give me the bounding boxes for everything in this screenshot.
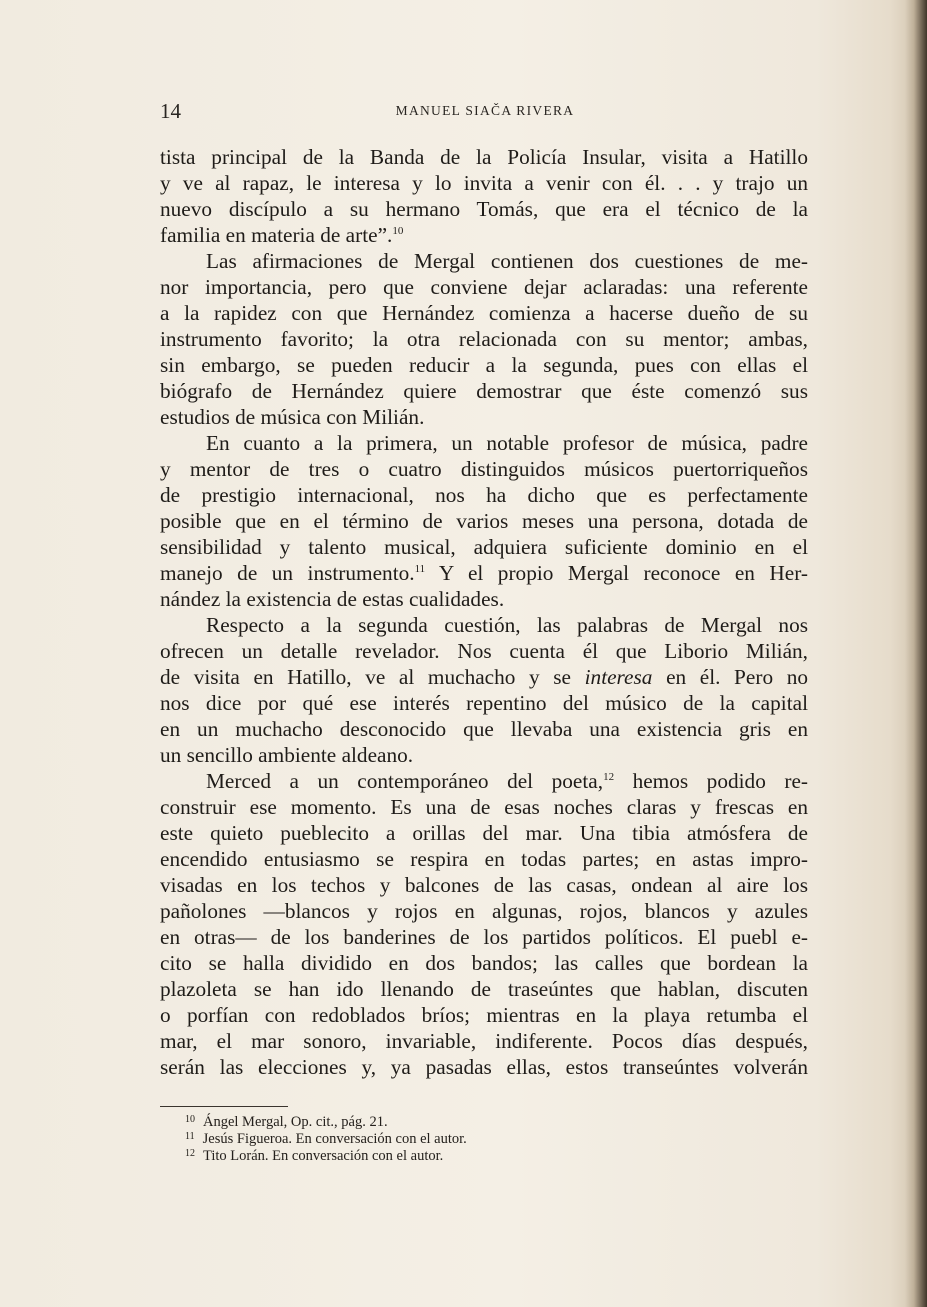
text-line: mar, el mar sonoro, invariable, indiferente. Pocos días después, [160,1029,808,1053]
text-line: un sencillo ambiente aldeano. [160,743,414,767]
footnote-number: 12 [185,1148,195,1159]
footnote-number: 10 [185,1114,195,1125]
text-line: o porfían con redoblados bríos; mientras en la playa retumba el [160,1003,808,1027]
footnote-text: Tito Lorán. En conversación con el autor. [203,1148,444,1164]
text-line: Merced a un contemporáneo del poeta,$^{12}$ hemos podido re- [206,769,808,793]
footnotes [185,1111,685,1162]
text-line: serán las elecciones y, ya pasadas ellas, estos transeúntes volverán [160,1055,808,1079]
text-line: visadas en los techos y balcones de las casas, ondean al aire los [160,873,808,897]
page-header [160,99,810,123]
text-line: instrumento favorito; la otra relacionada con su mentor; ambas, [160,327,808,351]
footnote-text: Jesús Figueroa. En conversación con el autor. [202,1131,467,1147]
text-line: sin embargo, se pueden reducir a la segunda, pues con ellas el [160,353,808,377]
text-line: y ve al rapaz, le interesa y lo invita a venir con él. . . y trajo un [160,171,808,195]
text-line: de prestigio internacional, nos ha dicho que es perfectamente [160,483,808,507]
footnote [185,1111,685,1128]
text-line: en otras— de los banderines de los partidos políticos. El puebl e- [160,925,808,949]
text-line: Las afirmaciones de Mergal contienen dos cuestiones de me- [206,249,808,273]
text-line: estudios de música con Milián. [160,405,425,429]
text-line: plazoleta se han ido llenando de traseúntes que hablan, discuten [160,977,808,1001]
text-line: ofrecen un detalle revelador. Nos cuenta él que Liborio Milián, [160,639,808,663]
footnote [185,1145,685,1162]
emphasis: interesa [584,665,653,689]
page-edge-shadow [905,0,927,1307]
text-line: nández la existencia de estas cualidades. [160,587,505,611]
text-line: nuevo discípulo a su hermano Tomás, que era el técnico de la [160,197,808,221]
text-line: tista principal de la Banda de la Policía Insular, visita a Hatillo [160,145,808,169]
footnote-text: Ángel Mergal, Op. cit., pág. 21. [203,1114,388,1130]
text-line: en un muchacho desconocido que llevaba una existencia gris en [160,717,808,741]
footnote-divider [160,1106,288,1107]
page-number: 14 [160,99,181,123]
text-line: nor importancia, pero que conviene dejar aclaradas: una referente [160,275,808,299]
text-line: posible que en el término de varios meses una persona, dotada de [160,509,808,533]
text-line: construir ese momento. Es una de esas noches claras y frescas en [160,795,808,819]
text-line: y mentor de tres o cuatro distinguidos músicos puertorriqueños [160,457,808,481]
text-line: este quieto pueblecito a orillas del mar. Una tibia atmósfera de [160,821,808,845]
footnote [185,1128,685,1145]
text-line: a la rapidez con que Hernández comienza a hacerse dueño de su [160,301,808,325]
text-line: Respecto a la segunda cuestión, las palabras de Mergal nos [206,613,808,637]
text-line: familia en materia de arte”.$^{10}$ [160,223,404,247]
footnote-ref[interactable]: 10 [392,225,404,237]
text-line: sensibilidad y talento musical, adquiera suficiente dominio en el [160,535,808,559]
footnote-ref[interactable]: 12 [603,771,615,783]
text-line: pañolones —blancos y rojos en algunas, rojos, blancos y azules [160,899,808,923]
footnote-ref[interactable]: 11 [414,563,426,575]
footnote-number: 11 [185,1131,195,1142]
running-head: MANUEL SIAČA RIVERA [395,103,575,118]
text-line: de visita en Hatillo, ve al muchacho y se interesa en él. Pero no [160,665,808,689]
text-line: En cuanto a la primera, un notable profesor de música, padre [206,431,808,455]
text-line: nos dice por qué ese interés repentino del músico de la capital [160,691,808,715]
text-line: encendido entusiasmo se respira en todas partes; en astas impro- [160,847,808,871]
body-text [160,144,808,1080]
text-line: manejo de un instrumento.$^{11}$ Y el propio Mergal reconoce en Her- [160,561,808,585]
text-line: cito se halla dividido en dos bandos; las calles que bordean la [160,951,808,975]
text-line: biógrafo de Hernández quiere demostrar que éste comenzó sus [160,379,808,403]
